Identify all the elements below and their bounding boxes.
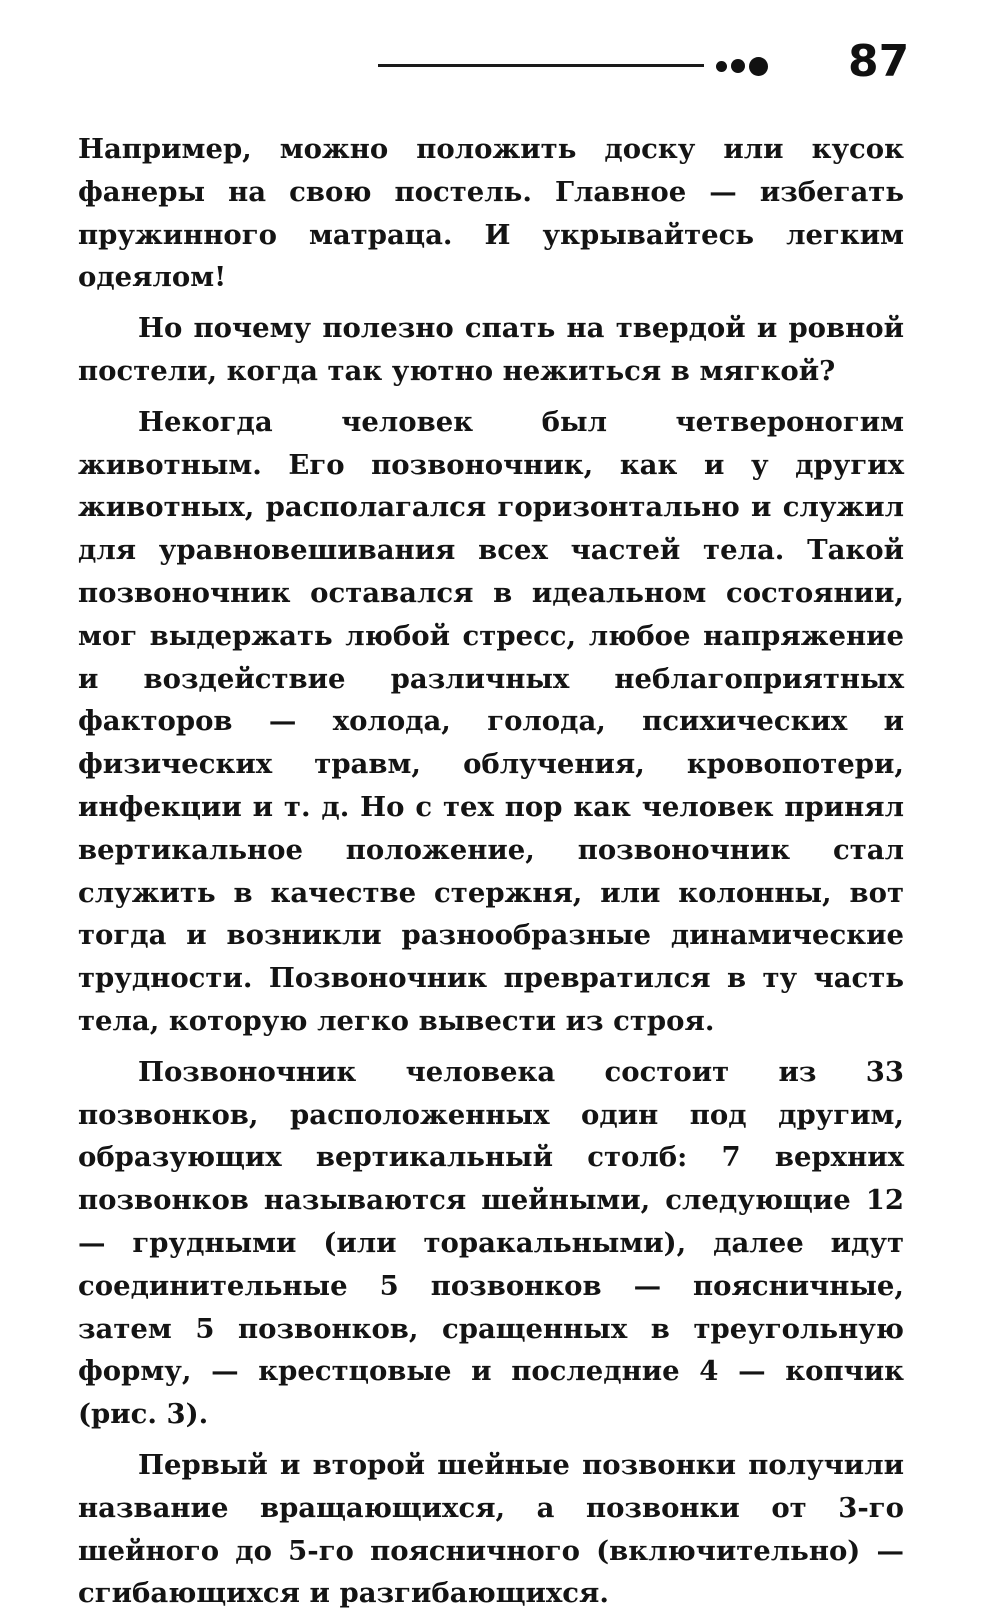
paragraph-4: Позвоночник человека состоит из 33 позвонков, расположенных один под другим, образующих вертикальный столб: 7 верхних позвонков называются шейными, следующие 12 — грудными (или торакальными), далее идут соединительные 5 позвонков — поясничные, затем 5 позвонков, сращенных в треугольную форму, — крестцовые и последние 4 — копчик (рис. 3). bbox=[78, 1055, 904, 1431]
page-number: 87 bbox=[848, 36, 910, 87]
dot-icon bbox=[731, 59, 745, 73]
page-header bbox=[0, 34, 1000, 94]
header-rule bbox=[378, 64, 704, 67]
header-dots-ornament bbox=[716, 54, 768, 78]
dot-icon bbox=[749, 57, 768, 76]
paragraph-1: Например, можно положить доску или кусок фанеры на свою постель. Главное — избегать пружинного матраца. И укрывайтесь легким одеялом! bbox=[78, 133, 904, 294]
page-body bbox=[78, 128, 904, 1623]
paragraph-5: Первый и второй шейные позвонки получили название вращающихся, а позвонки от 3-го шейного до 5-го поясничного (включительно) — сгибающихся и разгибающихся. bbox=[78, 1448, 904, 1610]
paragraph-3: Некогда человек был четвероногим животным. Его позвоночник, как и у других животных, располагался горизонтально и служил для уравновешивания всех частей тела. Такой позвоночник оставался в идеальном состоянии, мог выдержать любой стресс, любое напряжение и воздействие различных неблагоприятных факторов — холода, голода, психических и физических травм, облучения, кровопотери, инфекции и т. д. Но с тех пор как человек принял вертикальное положение, позвоночник стал служить в качестве стержня, или колонны, вот тогда и возникли разнообразные динамические трудности. Позвоночник превратился в ту часть тела, которую легко вывести из строя. bbox=[78, 405, 904, 1037]
paragraph-2: Но почему полезно спать на твердой и ровной постели, когда так уютно нежиться в мягкой? bbox=[78, 312, 904, 387]
dot-icon bbox=[716, 61, 727, 72]
